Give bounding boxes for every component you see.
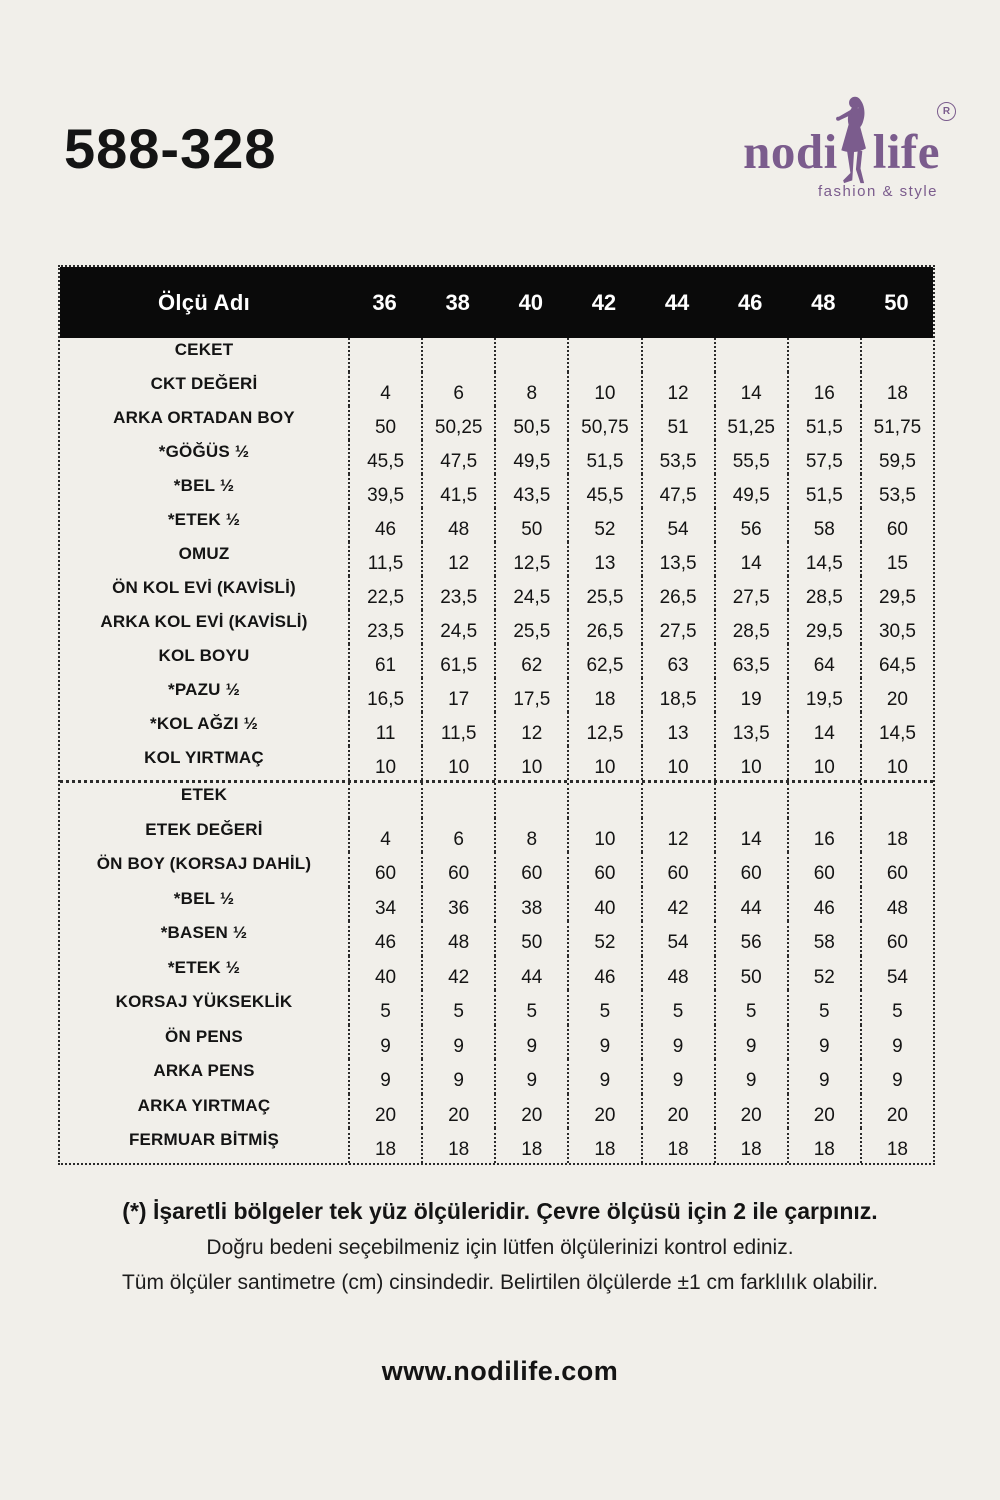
row-value-cell: 14 <box>714 542 787 576</box>
row-value-cell: 20 <box>860 678 933 712</box>
row-value-cell: 9 <box>787 1025 860 1060</box>
row-value-cell: 63,5 <box>714 644 787 678</box>
row-value-cell: 14 <box>714 372 787 406</box>
row-value-cell: 9 <box>421 1059 494 1094</box>
row-value-cell: 12 <box>494 712 567 746</box>
row-label: OMUZ <box>178 544 230 563</box>
row-value-cell: 12 <box>641 818 714 853</box>
row-value-cell: 4 <box>348 372 421 406</box>
row-value-cell: 60 <box>567 852 640 887</box>
row-value-cell: 6 <box>421 372 494 406</box>
row-value-cell: 49,5 <box>494 440 567 474</box>
table-row <box>60 406 933 440</box>
row-value-cell: 60 <box>348 852 421 887</box>
row-value-cell: 9 <box>860 1025 933 1060</box>
row-value-cell <box>567 783 640 818</box>
row-value-cell: 14,5 <box>787 542 860 576</box>
row-value-cell: 41,5 <box>421 474 494 508</box>
row-value-cell: 40 <box>567 887 640 922</box>
row-value-cell: 8 <box>494 818 567 853</box>
row-value-cell: 38 <box>494 887 567 922</box>
row-value-cell: 9 <box>494 1025 567 1060</box>
table-row <box>60 852 933 887</box>
row-value-cell: 20 <box>348 1094 421 1129</box>
table-row <box>60 576 933 610</box>
row-value-cell: 18 <box>860 818 933 853</box>
row-label: *ETEK ½ <box>167 957 241 977</box>
row-value-cell: 9 <box>421 1025 494 1060</box>
row-value-cell: 23,5 <box>421 576 494 610</box>
row-label: KOL BOYU <box>158 646 250 665</box>
row-value-cell: 9 <box>641 1059 714 1094</box>
table-row <box>60 372 933 406</box>
table-row <box>60 440 933 474</box>
row-value-cell <box>787 338 860 372</box>
row-value-cell: 54 <box>641 921 714 956</box>
table-row <box>60 1128 933 1163</box>
row-value-cell: 19 <box>714 678 787 712</box>
row-value-cell: 24,5 <box>421 610 494 644</box>
row-value-cell: 5 <box>787 990 860 1025</box>
row-value-cell: 8 <box>494 372 567 406</box>
row-value-cell: 54 <box>641 508 714 542</box>
size-header: 38 <box>445 289 470 315</box>
table-row <box>60 1094 933 1129</box>
brand-logo-wordmark <box>695 94 951 179</box>
row-value-cell: 46 <box>348 508 421 542</box>
row-value-cell: 9 <box>567 1025 640 1060</box>
row-value-cell: 10 <box>787 746 860 780</box>
size-header: 44 <box>664 289 690 315</box>
row-label: CKT DEĞERİ <box>150 374 258 393</box>
row-label: FERMUAR BİTMİŞ <box>128 1130 280 1150</box>
row-value-cell: 48 <box>860 887 933 922</box>
row-label: KOL YIRTMAÇ <box>144 748 264 767</box>
row-value-cell: 47,5 <box>641 474 714 508</box>
row-value-cell: 10 <box>421 746 494 780</box>
row-label: *BASEN ½ <box>160 923 248 943</box>
row-value-cell: 11 <box>348 712 421 746</box>
row-value-cell: 40 <box>348 956 421 991</box>
row-value-cell: 36 <box>421 887 494 922</box>
row-label: ARKA KOL EVİ (KAVİSLİ) <box>100 612 308 631</box>
table-row <box>60 644 933 678</box>
row-value-cell: 56 <box>714 508 787 542</box>
row-label: CEKET <box>174 340 234 359</box>
row-value-cell: 53,5 <box>641 440 714 474</box>
row-value-cell: 9 <box>641 1025 714 1060</box>
row-label: ETEK DEĞERİ <box>145 819 263 839</box>
row-value-cell: 9 <box>348 1059 421 1094</box>
table-row <box>60 1025 933 1060</box>
row-value-cell <box>714 338 787 372</box>
row-value-cell: 16 <box>787 372 860 406</box>
table-row <box>60 746 933 780</box>
row-value-cell: 5 <box>348 990 421 1025</box>
row-value-cell: 17,5 <box>494 678 567 712</box>
footnotes <box>0 1198 1000 1306</box>
row-value-cell <box>641 338 714 372</box>
row-value-cell: 50 <box>714 956 787 991</box>
row-value-cell: 48 <box>421 921 494 956</box>
row-value-cell: 18 <box>860 1128 933 1163</box>
row-value-cell: 57,5 <box>787 440 860 474</box>
table-row <box>60 678 933 712</box>
row-value-cell: 25,5 <box>567 576 640 610</box>
row-value-cell: 12 <box>421 542 494 576</box>
row-value-cell: 18 <box>641 1128 714 1163</box>
row-value-cell: 59,5 <box>860 440 933 474</box>
row-value-cell: 64 <box>787 644 860 678</box>
row-value-cell: 46 <box>567 956 640 991</box>
row-value-cell: 11,5 <box>348 542 421 576</box>
row-value-cell: 52 <box>567 921 640 956</box>
row-value-cell: 14,5 <box>860 712 933 746</box>
size-header: 42 <box>591 289 617 315</box>
row-value-cell: 56 <box>714 921 787 956</box>
table-section-ceket <box>60 338 933 780</box>
row-value-cell: 12,5 <box>567 712 640 746</box>
row-value-cell: 18 <box>421 1128 494 1163</box>
row-value-cell: 46 <box>787 887 860 922</box>
row-value-cell: 26,5 <box>567 610 640 644</box>
row-value-cell: 16,5 <box>348 678 421 712</box>
row-value-cell: 5 <box>714 990 787 1025</box>
row-value-cell: 20 <box>860 1094 933 1129</box>
row-value-cell: 50,75 <box>567 406 640 440</box>
row-value-cell: 62,5 <box>567 644 640 678</box>
table-row <box>60 956 933 991</box>
table-row <box>60 1059 933 1094</box>
row-value-cell: 64,5 <box>860 644 933 678</box>
table-row <box>60 474 933 508</box>
row-value-cell: 10 <box>348 746 421 780</box>
row-value-cell: 9 <box>567 1059 640 1094</box>
row-value-cell: 5 <box>641 990 714 1025</box>
row-value-cell: 25,5 <box>494 610 567 644</box>
table-row <box>60 921 933 956</box>
row-value-cell: 10 <box>860 746 933 780</box>
row-value-cell: 20 <box>567 1094 640 1129</box>
row-value-cell: 10 <box>494 746 567 780</box>
row-value-cell: 13,5 <box>641 542 714 576</box>
row-value-cell: 18 <box>714 1128 787 1163</box>
row-value-cell: 18 <box>567 678 640 712</box>
row-value-cell: 26,5 <box>641 576 714 610</box>
row-value-cell: 14 <box>787 712 860 746</box>
row-label: *BEL ½ <box>173 476 235 495</box>
row-value-cell <box>860 338 933 372</box>
row-value-cell: 13 <box>567 542 640 576</box>
row-value-cell: 50,5 <box>494 406 567 440</box>
row-value-cell: 6 <box>421 818 494 853</box>
row-value-cell: 18 <box>348 1128 421 1163</box>
row-value-cell: 18 <box>787 1128 860 1163</box>
table-body <box>60 338 933 1163</box>
row-value-cell: 10 <box>567 746 640 780</box>
row-value-cell: 20 <box>787 1094 860 1129</box>
size-header: 36 <box>372 289 397 315</box>
row-value-cell: 51,25 <box>714 406 787 440</box>
row-label: *ETEK ½ <box>167 510 241 529</box>
row-value-cell <box>860 783 933 818</box>
row-value-cell: 42 <box>641 887 714 922</box>
table-row <box>60 712 933 746</box>
brand-logo <box>695 94 951 200</box>
row-value-cell: 11,5 <box>421 712 494 746</box>
table-header-row <box>60 267 933 338</box>
row-value-cell: 27,5 <box>714 576 787 610</box>
row-value-cell: 61 <box>348 644 421 678</box>
row-value-cell: 45,5 <box>348 440 421 474</box>
row-value-cell: 9 <box>714 1059 787 1094</box>
row-value-cell: 28,5 <box>787 576 860 610</box>
row-value-cell: 58 <box>787 921 860 956</box>
row-value-cell: 5 <box>860 990 933 1025</box>
website-url: www.nodilife.com <box>381 1356 619 1386</box>
row-value-cell: 20 <box>494 1094 567 1129</box>
row-value-cell: 20 <box>714 1094 787 1129</box>
row-value-cell <box>421 783 494 818</box>
row-label: *BEL ½ <box>173 888 235 908</box>
row-value-cell: 10 <box>641 746 714 780</box>
size-header: 50 <box>884 289 909 315</box>
row-value-cell: 44 <box>494 956 567 991</box>
row-value-cell: 60 <box>860 921 933 956</box>
row-label: ETEK <box>180 785 228 805</box>
row-value-cell: 50,25 <box>421 406 494 440</box>
row-value-cell <box>348 783 421 818</box>
row-value-cell: 10 <box>567 372 640 406</box>
row-value-cell <box>494 783 567 818</box>
row-value-cell: 50 <box>348 406 421 440</box>
row-value-cell: 12,5 <box>494 542 567 576</box>
row-value-cell: 18 <box>860 372 933 406</box>
table-header-measure-label: Ölçü Adı <box>157 289 251 315</box>
row-value-cell: 22,5 <box>348 576 421 610</box>
table-row <box>60 338 933 372</box>
row-value-cell: 14 <box>714 818 787 853</box>
row-value-cell: 9 <box>348 1025 421 1060</box>
row-value-cell: 17 <box>421 678 494 712</box>
row-value-cell: 9 <box>714 1025 787 1060</box>
row-value-cell: 63 <box>641 644 714 678</box>
row-value-cell: 46 <box>348 921 421 956</box>
row-label: ÖN BOY (KORSAJ DAHİL) <box>96 854 312 874</box>
table-row <box>60 990 933 1025</box>
row-value-cell: 47,5 <box>421 440 494 474</box>
row-value-cell: 5 <box>494 990 567 1025</box>
row-value-cell: 54 <box>860 956 933 991</box>
row-value-cell: 52 <box>787 956 860 991</box>
row-value-cell: 29,5 <box>787 610 860 644</box>
row-value-cell: 9 <box>860 1059 933 1094</box>
row-value-cell <box>641 783 714 818</box>
row-value-cell: 24,5 <box>494 576 567 610</box>
row-value-cell: 18 <box>494 1128 567 1163</box>
row-label: ARKA YIRTMAÇ <box>137 1095 271 1115</box>
row-value-cell: 48 <box>421 508 494 542</box>
row-value-cell: 29,5 <box>860 576 933 610</box>
row-value-cell: 9 <box>787 1059 860 1094</box>
table-row <box>60 783 933 818</box>
row-value-cell: 60 <box>421 852 494 887</box>
row-label: *PAZU ½ <box>168 680 240 699</box>
row-value-cell: 43,5 <box>494 474 567 508</box>
table-row <box>60 542 933 576</box>
row-value-cell: 44 <box>714 887 787 922</box>
row-value-cell: 62 <box>494 644 567 678</box>
row-value-cell: 13 <box>641 712 714 746</box>
row-value-cell: 60 <box>714 852 787 887</box>
brand-word-life: life <box>872 124 940 179</box>
table-row <box>60 508 933 542</box>
row-value-cell: 5 <box>567 990 640 1025</box>
size-header: 48 <box>811 289 836 315</box>
row-label: ÖN KOL EVİ (KAVİSLİ) <box>112 578 296 597</box>
row-value-cell: 28,5 <box>714 610 787 644</box>
row-value-cell: 9 <box>494 1059 567 1094</box>
row-value-cell: 58 <box>787 508 860 542</box>
row-value-cell: 20 <box>641 1094 714 1129</box>
row-value-cell <box>787 783 860 818</box>
row-value-cell: 45,5 <box>567 474 640 508</box>
row-value-cell: 18,5 <box>641 678 714 712</box>
row-value-cell: 19,5 <box>787 678 860 712</box>
registered-trademark-icon: R <box>937 102 956 121</box>
product-code: 588-328 <box>64 117 277 180</box>
woman-silhouette-icon <box>834 94 876 190</box>
row-value-cell: 60 <box>787 852 860 887</box>
row-value-cell <box>348 338 421 372</box>
row-value-cell: 18 <box>567 1128 640 1163</box>
table-row <box>60 610 933 644</box>
row-value-cell: 50 <box>494 921 567 956</box>
row-value-cell: 51,5 <box>787 406 860 440</box>
row-value-cell: 60 <box>860 508 933 542</box>
row-value-cell: 15 <box>860 542 933 576</box>
row-value-cell: 12 <box>641 372 714 406</box>
row-value-cell: 60 <box>860 852 933 887</box>
row-value-cell: 51,5 <box>787 474 860 508</box>
row-value-cell: 39,5 <box>348 474 421 508</box>
row-value-cell: 49,5 <box>714 474 787 508</box>
row-value-cell: 30,5 <box>860 610 933 644</box>
row-value-cell <box>494 338 567 372</box>
table-row <box>60 887 933 922</box>
footnote-check-measures: Doğru bedeni seçebilmeniz için lütfen ölçülerinizi kontrol ediniz. <box>206 1236 794 1259</box>
row-label: ARKA ORTADAN BOY <box>113 408 295 427</box>
row-value-cell: 10 <box>714 746 787 780</box>
row-label: KORSAJ YÜKSEKLİK <box>115 992 293 1012</box>
row-value-cell: 4 <box>348 818 421 853</box>
size-header: 40 <box>518 289 544 315</box>
row-value-cell: 55,5 <box>714 440 787 474</box>
row-value-cell: 16 <box>787 818 860 853</box>
row-label: *KOL AĞZI ½ <box>150 714 258 733</box>
row-label: ARKA PENS <box>153 1061 255 1081</box>
row-value-cell: 20 <box>421 1094 494 1129</box>
brand-tagline: fashion & style <box>817 183 938 200</box>
footnote-asterisk: (*) İşaretli bölgeler tek yüz ölçüleridir. Çevre ölçüsü için 2 ile çarpınız. <box>122 1198 878 1224</box>
row-value-cell: 51,75 <box>860 406 933 440</box>
row-value-cell: 5 <box>421 990 494 1025</box>
row-value-cell: 60 <box>641 852 714 887</box>
row-value-cell <box>714 783 787 818</box>
row-value-cell: 51 <box>641 406 714 440</box>
row-label: ÖN PENS <box>165 1026 243 1046</box>
row-value-cell: 61,5 <box>421 644 494 678</box>
table-row <box>60 818 933 853</box>
size-header: 46 <box>737 289 763 315</box>
row-value-cell: 42 <box>421 956 494 991</box>
row-value-cell: 48 <box>641 956 714 991</box>
row-value-cell <box>421 338 494 372</box>
row-value-cell: 51,5 <box>567 440 640 474</box>
row-label: *GÖĞÜS ½ <box>158 442 250 461</box>
row-value-cell: 27,5 <box>641 610 714 644</box>
footnote-units: Tüm ölçüler santimetre (cm) cinsindedir. Belirtilen ölçülerde ±1 cm farklılık olabilir. <box>121 1271 879 1294</box>
row-value-cell: 52 <box>567 508 640 542</box>
brand-word-nodi: nodi <box>743 124 838 179</box>
row-value-cell: 23,5 <box>348 610 421 644</box>
table-section-etek <box>60 780 933 1163</box>
row-value-cell <box>567 338 640 372</box>
row-value-cell: 13,5 <box>714 712 787 746</box>
row-value-cell: 60 <box>494 852 567 887</box>
size-chart-table <box>58 265 935 1165</box>
row-value-cell: 10 <box>567 818 640 853</box>
row-value-cell: 50 <box>494 508 567 542</box>
row-value-cell: 53,5 <box>860 474 933 508</box>
row-value-cell: 34 <box>348 887 421 922</box>
